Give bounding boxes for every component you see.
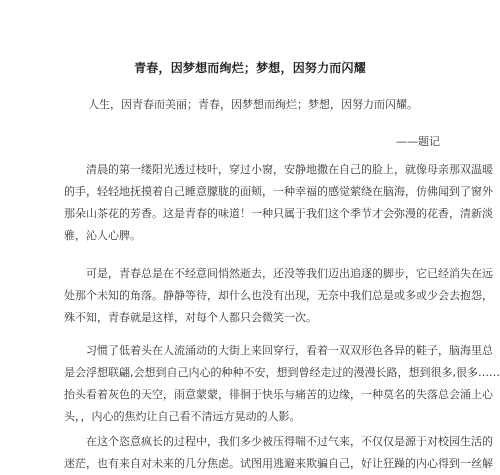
paragraph-line: 殊不知，青春就是这样，对每个人都只会微笑一次。 <box>64 311 317 324</box>
paragraph <box>64 340 500 428</box>
epigraph-signature: ——题记 <box>396 135 440 148</box>
paragraph-line: 习惯了低着头在人流涌动的大街上来回穿行，看着一双双形色各异的鞋子，脑海里总 <box>86 344 493 357</box>
paragraph-line: 是会浮想联翩,会想到自己内心的种种不安，想到曾经走过的漫漫长路，想到很多,很多…… <box>64 366 500 379</box>
paragraph-line: 清晨的第一缕阳光透过枝叶，穿过小窗，安静地撒在自己的脸上，就像母亲那双温暖 <box>86 163 493 176</box>
paragraph-line: 在这个恣意疯长的过程中，我们多少被压得喘不过气来，不仅仅是源于对校园生活的 <box>86 435 493 448</box>
paragraph-line: 头，，内心的焦灼让自己看不清远方晃动的人影。 <box>64 410 301 423</box>
paragraph <box>64 159 493 247</box>
paragraph-line: 抬头看着灰色的天空，雨意蒙蒙，徘徊于快乐与痛苦的边缘，一种莫名的失落总会涌上心 <box>64 388 493 401</box>
paragraph-line: 迷茫，也有来自对未来的几分焦虑。试图用逃避来欺骗自己，好让狂躁的内心得到一丝解 <box>64 457 493 470</box>
article-title: 青春，因梦想而绚烂；梦想，因努力而闪耀 <box>134 61 366 75</box>
paragraph-line: 的手，轻轻地抚摸着自己睡意朦胧的面颊，一种幸福的感觉萦绕在脑海，仿佛闻到了窗外 <box>64 185 493 198</box>
paragraph-line: 处那个未知的角落。静静等待，却什么也没有出现，无奈中我们总是或多或少会去抱怨， <box>64 289 493 302</box>
paragraph-line: 那朵山茶花的芳香。这是青春的味道！一种只属于我们这个季节才会弥漫的花香，清新淡 <box>64 207 493 220</box>
paragraph-line: 可是，青春总是在不经意间悄然逝去，还没等我们迈出追逐的脚步，它已经消失在远 <box>86 267 493 280</box>
paragraph-line: 雅，沁人心脾。 <box>64 229 141 242</box>
article-intro: 人生，因青春而美丽；青春，因梦想而绚烂；梦想，因努力而闪耀。 <box>88 98 418 111</box>
paragraph <box>64 263 493 329</box>
paragraph <box>64 431 493 475</box>
